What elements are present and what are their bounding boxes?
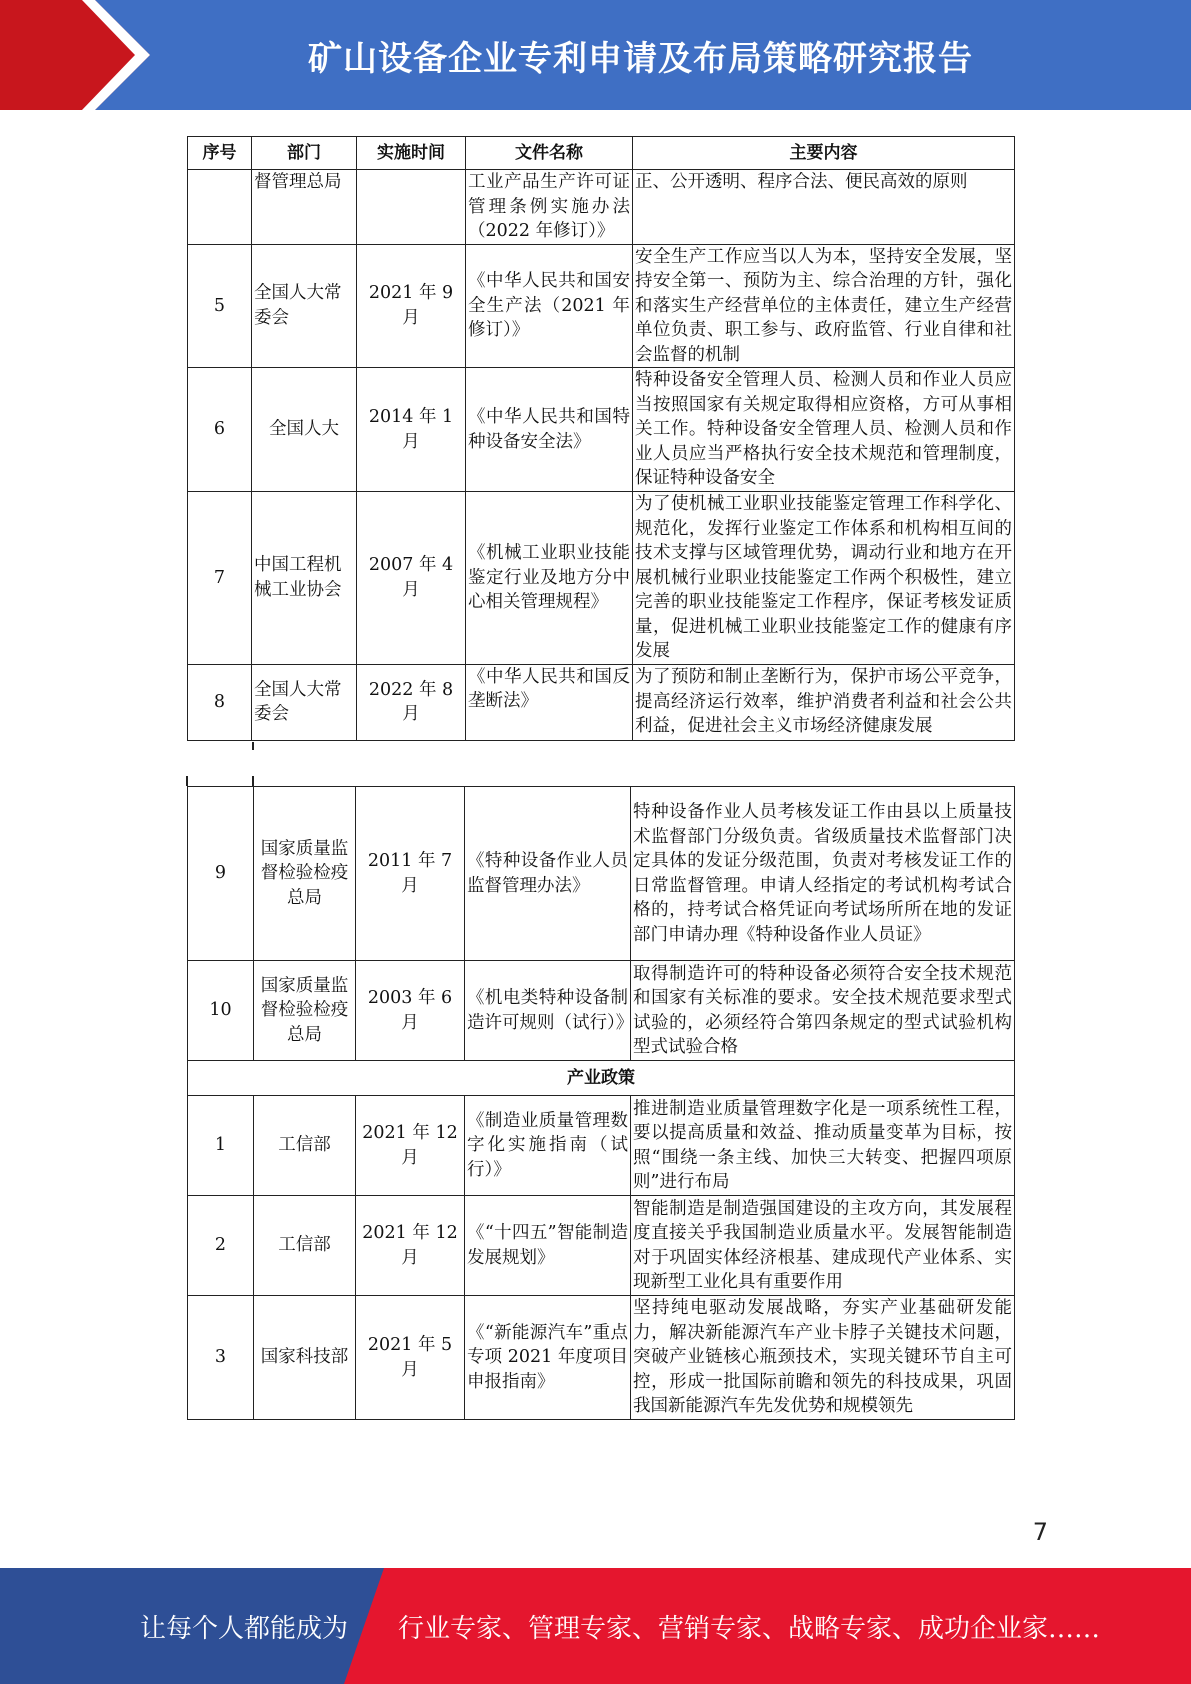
cell-dept: 中国工程机械工业协会 — [252, 492, 357, 665]
cell-doc: 《制造业质量管理数字化实施指南（试行）》 — [465, 1096, 631, 1196]
cell-date: 2021 年 12 月 — [356, 1096, 465, 1196]
cell-doc: 《中华人民共和国反垄断法》 — [466, 664, 633, 740]
cell-date: 2007 年 4 月 — [357, 492, 466, 665]
cell-date: 2003 年 6 月 — [356, 961, 465, 1061]
cell-doc: 《中华人民共和国特种设备安全法》 — [466, 368, 633, 492]
cell-date: 2021 年 9 月 — [357, 244, 466, 368]
col-header-dept: 部门 — [252, 137, 357, 170]
cell-doc: 《机电类特种设备制造许可规则（试行）》 — [465, 961, 631, 1061]
cell-content: 特种设备作业人员考核发证工作由县以上质量技术监督部门分级负责。省级质量技术监督部门决定具体的发证分级范围，负责对考核发证工作的日常监督管理。申请人经指定的考试机构考试合格的，持考试合格凭证向考试场所所在地的发证部门申请办理《特种设备作业人员证》 — [631, 787, 1015, 961]
cell-dept: 督管理总局 — [252, 170, 357, 245]
cell-content: 特种设备安全管理人员、检测人员和作业人员应当按照国家有关规定取得相应资格，方可从事相关工作。特种设备安全管理人员、检测人员和作业人员应当严格执行安全技术规范和管理制度，保证特种设备安全 — [633, 368, 1015, 492]
cell-no: 8 — [188, 664, 252, 740]
table-row — [188, 1296, 1015, 1420]
section-label-industry-policy: 产业政策 — [188, 1061, 1015, 1096]
cell-date: 2011 年 7 月 — [356, 787, 465, 961]
cell-content: 智能制造是制造强国建设的主攻方向，其发展程度直接关乎我国制造业质量水平。发展智能制造对于巩固实体经济根基、建成现代产业体系、实现新型工业化具有重要作用 — [631, 1196, 1015, 1296]
cell-content: 为了使机械工业职业技能鉴定管理工作科学化、规范化，发挥行业鉴定工作体系和机构相互间的技术支撑与区域管理优势，调动行业和地方在开展机械行业职业技能鉴定工作两个积极性，建立完善的职业技能鉴定工作程序，保证考核发证质量，促进机械工业职业技能鉴定工作的健康有序发展 — [633, 492, 1015, 665]
cell-content: 取得制造许可的特种设备必须符合安全技术规范和国家有关标准的要求。安全技术规范要求型式试验的，必须经符合第四条规定的型式试验机构型式试验合格 — [631, 961, 1015, 1061]
col-header-content: 主要内容 — [633, 137, 1015, 170]
page-header — [0, 0, 1191, 110]
cell-content: 安全生产工作应当以人为本，坚持安全发展，坚持安全第一、预防为主、综合治理的方针，强化和落实生产经营单位的主体责任，建立生产经营单位负责、职工参与、政府监管、行业自律和社会监督的机制 — [633, 244, 1015, 368]
cell-no: 10 — [188, 961, 254, 1061]
footer-slogan-left: 让每个人都能成为 — [140, 1613, 349, 1644]
page-footer — [0, 1568, 1191, 1684]
table-row — [188, 787, 1015, 961]
cell-doc: 工业产品生产许可证管理条例实施办法（2022 年修订）》 — [466, 170, 633, 245]
cell-doc: 《“十四五”智能制造发展规划》 — [465, 1196, 631, 1296]
table-break-stub — [252, 776, 254, 786]
col-header-date: 实施时间 — [357, 137, 466, 170]
cell-dept: 全国人大常委会 — [252, 244, 357, 368]
page-number: 7 — [1032, 1518, 1048, 1546]
table-row — [188, 961, 1015, 1061]
cell-no: 5 — [188, 244, 252, 368]
report-title: 矿山设备企业专利申请及布局策略研究报告 — [308, 38, 973, 79]
cell-doc: 《“新能源汽车”重点专项 2021 年度项目申报指南》 — [465, 1296, 631, 1420]
cell-dept: 全国人大 — [252, 368, 357, 492]
table-row — [188, 368, 1015, 492]
cell-dept: 国家质量监督检验检疫总局 — [254, 961, 356, 1061]
cell-content: 为了预防和制止垄断行为，保护市场公平竞争，提高经济运行效率，维护消费者利益和社会公共利益，促进社会主义市场经济健康发展 — [633, 664, 1015, 740]
cell-dept: 全国人大常委会 — [252, 664, 357, 740]
cell-no: 7 — [188, 492, 252, 665]
col-header-no: 序号 — [188, 137, 252, 170]
cell-dept: 工信部 — [254, 1196, 356, 1296]
cell-content: 正、公开透明、程序合法、便民高效的原则 — [633, 170, 1015, 245]
cell-date: 2021 年 5 月 — [356, 1296, 465, 1420]
cell-no: 6 — [188, 368, 252, 492]
table-row — [188, 170, 1015, 245]
table-break-stub — [252, 742, 254, 750]
cell-no: 2 — [188, 1196, 254, 1296]
footer-slogan-right: 行业专家、管理专家、营销专家、战略专家、成功企业家…… — [398, 1613, 1101, 1644]
table-row — [188, 1196, 1015, 1296]
section-row — [188, 1061, 1015, 1096]
cell-doc: 《中华人民共和国安全生产法（2021 年修订）》 — [466, 244, 633, 368]
col-header-doc: 文件名称 — [466, 137, 633, 170]
cell-content: 坚持纯电驱动发展战略，夯实产业基础研发能力，解决新能源汽车产业卡脖子关键技术问题，突破产业链核心瓶颈技术，实现关键环节自主可控，形成一批国际前瞻和领先的科技成果，巩固我国新能源汽车先发优势和规模领先 — [631, 1296, 1015, 1420]
regulation-table-part2 — [187, 786, 1015, 1420]
regulation-table-part1 — [187, 136, 1015, 741]
table-break-stub — [186, 776, 188, 786]
cell-date: 2022 年 8 月 — [357, 664, 466, 740]
cell-no: 3 — [188, 1296, 254, 1420]
cell-date — [357, 170, 466, 245]
cell-dept: 国家科技部 — [254, 1296, 356, 1420]
table-row — [188, 664, 1015, 740]
cell-dept: 工信部 — [254, 1096, 356, 1196]
table-row — [188, 244, 1015, 368]
cell-doc: 《机械工业职业技能鉴定行业及地方分中心相关管理规程》 — [466, 492, 633, 665]
header-chevron-decoration — [0, 0, 150, 110]
cell-no — [188, 170, 252, 245]
cell-date: 2021 年 12 月 — [356, 1196, 465, 1296]
cell-doc: 《特种设备作业人员监督管理办法》 — [465, 787, 631, 961]
table-header-row — [188, 137, 1015, 170]
cell-no: 1 — [188, 1096, 254, 1196]
cell-date: 2014 年 1 月 — [357, 368, 466, 492]
cell-content: 推进制造业质量管理数字化是一项系统性工程，要以提高质量和效益、推动质量变革为目标，按照“围绕一条主线、加快三大转变、把握四项原则”进行布局 — [631, 1096, 1015, 1196]
cell-no: 9 — [188, 787, 254, 961]
cell-dept: 国家质量监督检验检疫总局 — [254, 787, 356, 961]
table-row — [188, 1096, 1015, 1196]
table-row — [188, 492, 1015, 665]
